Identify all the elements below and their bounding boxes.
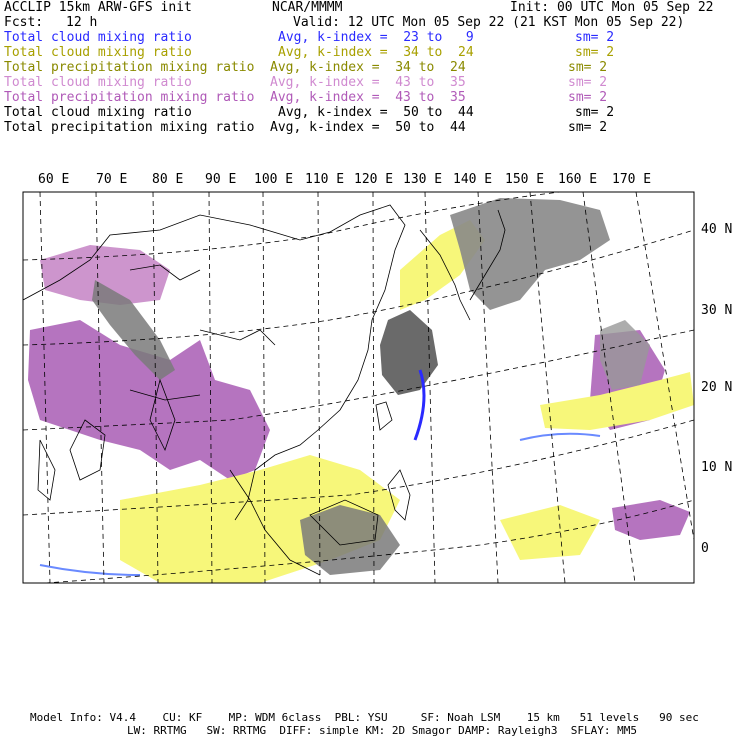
lat-label: 10 N (701, 460, 733, 475)
legend-row: Total cloud mixing ratio (4, 75, 192, 90)
legend-stat: Avg, k-index = 43 to 35 (270, 75, 466, 90)
legend-sm: sm= 2 (575, 45, 615, 60)
legend-row: Total precipitation mixing ratio (4, 120, 255, 135)
lon-label: 110 E (305, 172, 345, 187)
footer-model-info: Model Info: V4.4 CU: KF MP: WDM 6class PBL: YSU SF: Noah LSM 15 km 51 levels 90 sec (30, 711, 699, 724)
fcst-label: Fcst: (4, 15, 44, 30)
lon-label: 70 E (96, 172, 128, 187)
lon-label: 90 E (205, 172, 237, 187)
legend-sm: sm= 2 (575, 30, 615, 45)
legend-row: Total precipitation mixing ratio (4, 90, 255, 105)
map-fields (23, 192, 694, 583)
legend-sm: sm= 2 (575, 105, 615, 120)
legend-stat: Avg, k-index = 43 to 35 (270, 90, 466, 105)
legend-row: Total cloud mixing ratio (4, 105, 192, 120)
legend-stat: Avg, k-index = 34 to 24 (278, 45, 474, 60)
legend-stat: Avg, k-index = 34 to 24 (270, 60, 466, 75)
legend-sm: sm= 2 (568, 120, 608, 135)
lon-label: 170 E (612, 172, 652, 187)
lon-label: 80 E (152, 172, 184, 187)
lat-label: 30 N (701, 303, 733, 318)
lon-label: 130 E (403, 172, 443, 187)
title-org: NCAR/MMMM (272, 0, 343, 15)
lon-label: 150 E (505, 172, 545, 187)
init-time: Init: 00 UTC Mon 05 Sep 22 (510, 0, 714, 15)
lon-label: 160 E (558, 172, 598, 187)
legend-row: Total cloud mixing ratio (4, 45, 192, 60)
lat-label: 0 (701, 541, 709, 556)
valid-time: Valid: 12 UTC Mon 05 Sep 22 (21 KST Mon 05 Sep 22) (293, 15, 685, 30)
fcst-value: 12 h (66, 15, 98, 30)
lon-label: 60 E (38, 172, 70, 187)
legend-row: Total cloud mixing ratio (4, 30, 192, 45)
lon-label: 100 E (254, 172, 294, 187)
lat-label: 40 N (701, 222, 733, 237)
legend-sm: sm= 2 (568, 90, 608, 105)
lon-label: 120 E (354, 172, 394, 187)
legend-stat: Avg, k-index = 23 to 9 (278, 30, 474, 45)
legend-sm: sm= 2 (568, 75, 608, 90)
footer-physics-info: LW: RRTMG SW: RRTMG DIFF: simple KM: 2D Smagor DAMP: Rayleigh3 SFLAY: MM5 (127, 724, 637, 737)
legend-stat: Avg, k-index = 50 to 44 (278, 105, 474, 120)
legend-stat: Avg, k-index = 50 to 44 (270, 120, 466, 135)
title-model: ACCLIP 15km ARW-GFS init (4, 0, 192, 15)
lon-label: 140 E (453, 172, 493, 187)
legend-sm: sm= 2 (568, 60, 608, 75)
legend-row: Total precipitation mixing ratio (4, 60, 255, 75)
lat-label: 20 N (701, 380, 733, 395)
